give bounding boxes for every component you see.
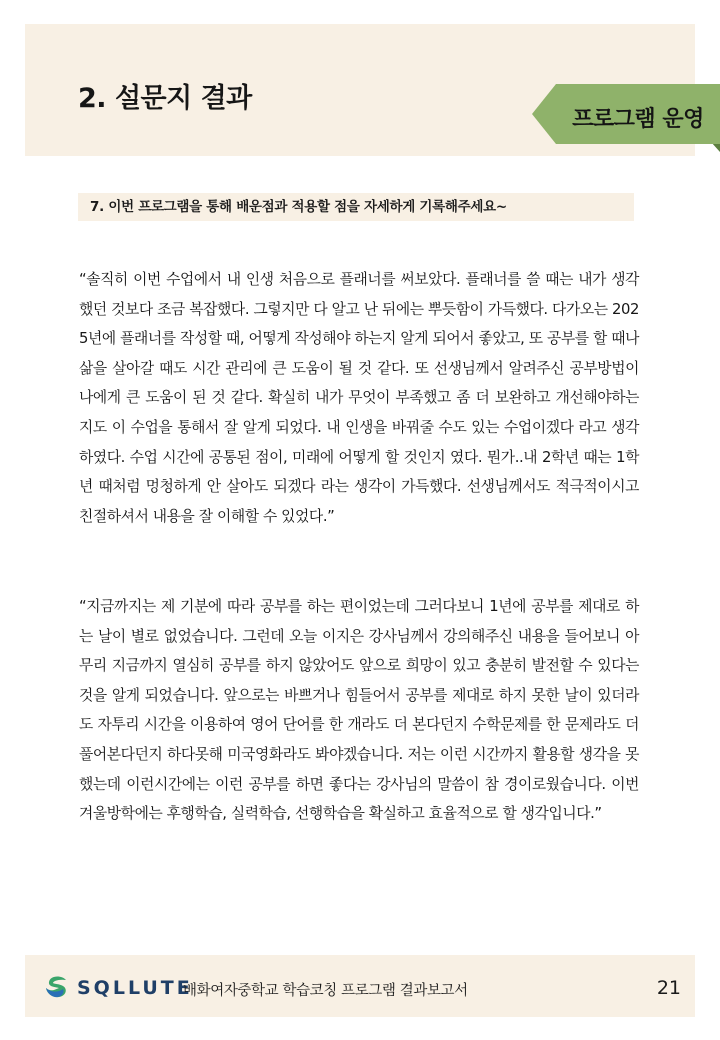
section-title: 2. 설문지 결과 — [78, 83, 252, 114]
brand-wordmark: SQLLUTE — [77, 977, 193, 999]
question-prompt: 7. 이번 프로그램을 통해 배운점과 적용할 점을 자세하게 기록해주세요~ — [78, 193, 634, 221]
footer-bar — [25, 955, 695, 1017]
header-panel — [25, 24, 704, 156]
survey-response-1: “솔직히 이번 수업에서 내 인생 처음으로 플래너를 써보았다. 플래너를 쓸 때는 내가 생각했던 것보다 조금 복잡했다. 그렇지만 다 알고 난 뒤에는 뿌듯함이 가득했다. 다가오는 2025년에 플래너를 작성할 때, 어떻게 작성해야 하는지 알게 되어서 좋았고, 또 공부를 할 때나 삶을 살아갈 때도 시간 관리에 큰 도움이 될 것 같다. 또 선생님께서 알려주신 공부방법이 나에게 큰 도움이 된 것 같다. 확실히 내가 무엇이 부족했고 좀 더 보완하고 개선해야하는지도 이 수업을 통해서 잘 알게 되었다. 내 인생을 바꿔줄 수도 있는 수업이겠다 라고 생각하였다. 수업 시간에 공통된 점이, 미래에 어떻게 할 것인지 였다. 뭔가..내 2학년 때는 1학년 때처럼 멍청하게 안 살아도 되겠다 라는 생각이 가득했다. 선생님께서도 적극적이시고 친절하셔서 내용을 잘 이해할 수 있었다.” — [79, 271, 639, 525]
report-title: 배화여자중학교 학습코칭 프로그램 결과보고서 — [183, 983, 468, 999]
sollute-logo-icon — [44, 974, 70, 1000]
section-tag — [532, 68, 720, 152]
page-number: 21 — [656, 977, 681, 999]
survey-response-2: “지금까지는 제 기분에 따라 공부를 하는 편이었는데 그러다보니 1년에 공부를 제대로 하는 날이 별로 없었습니다. 그런데 오늘 이지은 강사님께서 강의해주신 내용을 들어보니 아무리 지금까지 열심히 공부를 하지 않았어도 앞으로 희망이 있고 충분히 발전할 수 있다는 것을 알게 되었습니다. 앞으로는 바쁘거나 힘들어서 공부를 제대로 하지 못한 날이 있더라도 자투리 시간을 이용하여 영어 단어를 한 개라도 더 본다던지 수학문제를 한 문제라도 더 풀어본다던지 하다못해 미국영화라도 봐야겠습니다. 저는 이런 시간까지 활용할 생각을 못했는데 이런시간에는 이런 공부를 하면 좋다는 강사님의 말씀이 참 경이로웠습니다. 이번 겨울방학에는 후행학습, 실력학습, 선행학습을 확실하고 효율적으로 할 생각입니다.” — [79, 598, 639, 823]
section-tag-label: 프로그램 운영 — [572, 107, 704, 132]
